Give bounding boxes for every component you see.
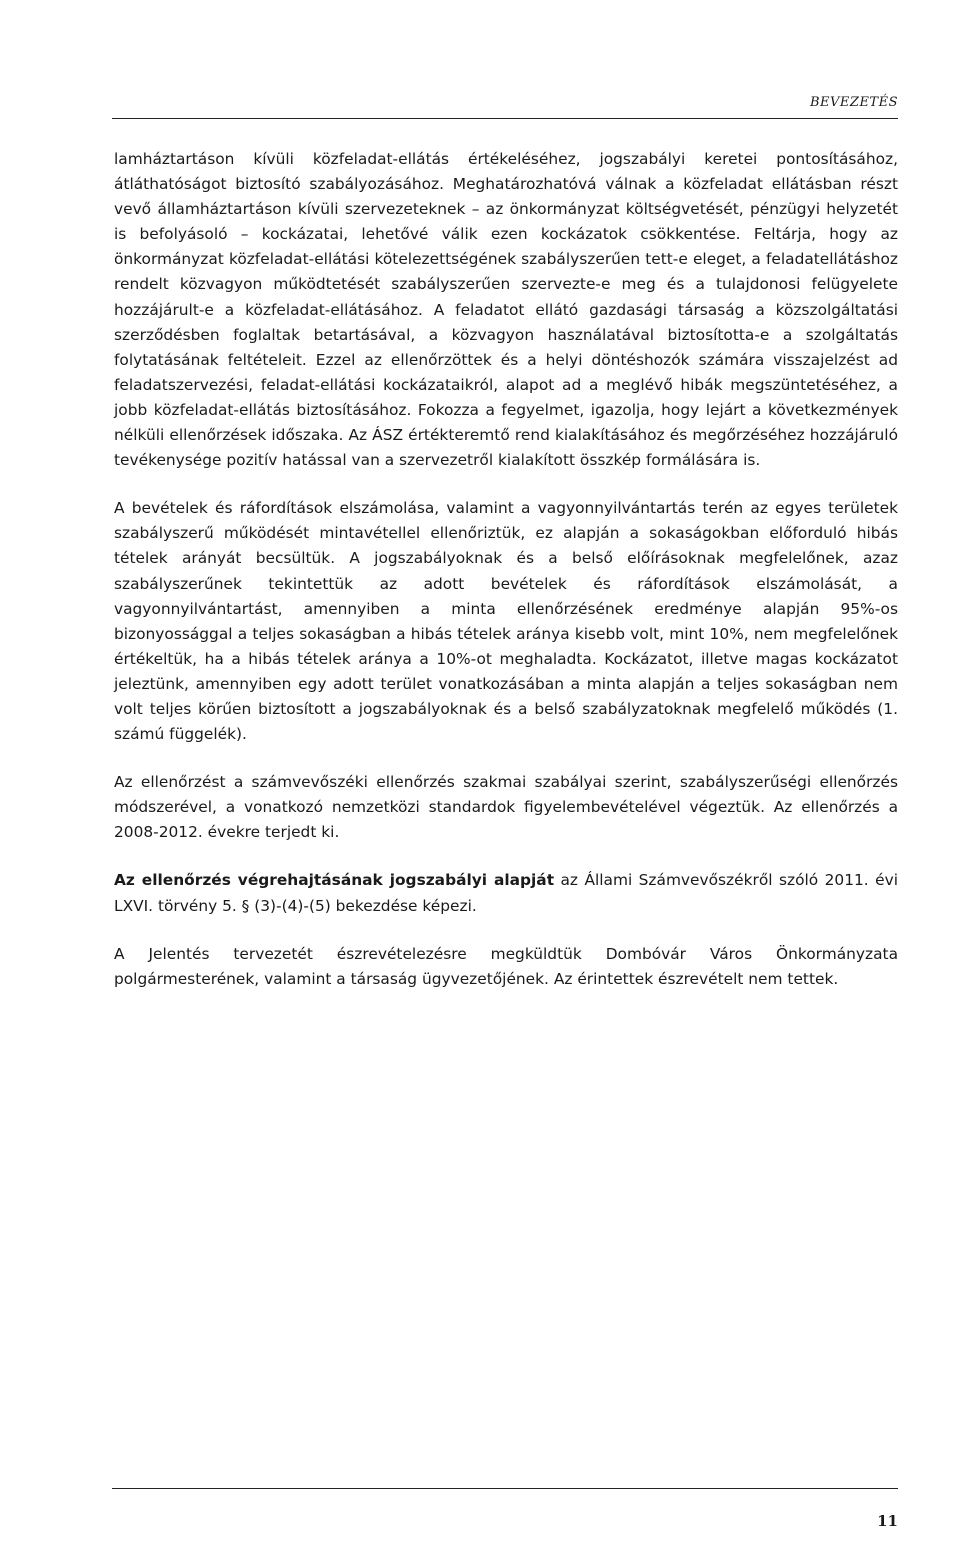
footer-divider: [112, 1488, 898, 1489]
document-body: [114, 147, 898, 1015]
paragraph-audit-purpose: lamháztartáson kívüli közfeladat-ellátás értékeléséhez, jogszabályi keretei pontosításához, átláthatóságot biztosító szabályozásához. Meghatározhatóvá válnak a közfeladat ellátásban részt vevő államháztartáson kívüli szervezeteknek – az önkormányzat költségvetését, pénzügyi helyzetét is befolyásoló – kockázatai, lehetővé válik ezen kockázatok csökkentése. Feltárja, hogy az önkormányzat közfeladat-ellátási kötelezettségének szabályszerűen tett-e eleget, a feladatellátáshoz rendelt közvagyon működtetését szabályszerűen szervezte-e meg és a tulajdonosi felügyelete hozzájárult-e a közfeladat-ellátásához. A feladatot ellátó gazdasági társaság a közszolgáltatási szerződésben foglaltak betartásával, a közvagyon használatával biztosította-e a szolgáltatás folytatásának feltételeit. Ezzel az ellenőrzöttek és a helyi döntéshozók számára visszajelzést ad feladatszervezési, feladat-ellátási kockázataikról, alapot ad a meglévő hibák megszüntetéséhez, a jobb közfeladat-ellátás biztosításához. Fokozza a fegyelmet, igazolja, hogy lejárt a következmények nélküli ellenőrzések időszaka. Az ÁSZ értékteremtő rend kialakításához és megőrzéséhez hozzájáruló tevékenysége pozitív hatással van a szervezetről kialakított összkép formálására is.: [114, 150, 898, 470]
header-divider: [112, 118, 898, 119]
legal-basis-text: az Állami Számvevőszékről szóló 2011. évi LXVI. törvény 5. § (3)-(4)-(5) bekezdése képezi.: [114, 871, 898, 915]
page-number: 11: [877, 1512, 898, 1530]
paragraph-audit-standards: Az ellenőrzést a számvevőszéki ellenőrzés szakmai szabályai szerint, szabályszerűségi ellenőrzés módszerével, a vonatkozó nemzetközi standardok figyelembevételével végeztük. Az ellenőrzés a 2008-2012. évekre terjedt ki.: [114, 773, 898, 842]
legal-basis-emphasis: Az ellenőrzés végrehajtásának jogszabályi alapját: [114, 871, 555, 890]
page-header: BEVEZETÉS: [809, 95, 898, 110]
paragraph-draft-review: A Jelentés tervezetét észrevételezésre megküldtük Dombóvár Város Önkormányzata polgármesterének, valamint a társaság ügyvezetőjének. Az érintettek észrevételt nem tettek.: [114, 944, 898, 988]
paragraph-sampling-method: A bevételek és ráfordítások elszámolása, valamint a vagyonnyilvántartás terén az egyes területek szabályszerű működését mintavétellel ellenőriztük, ez alapján a sokaságokban előforduló hibás tételek arányát becsültük. A jogszabályoknak és a belső előírásoknak megfelelőnek, azaz szabályszerűnek tekintettük az adott bevételek és ráfordítások elszámolását, a vagyonnyilvántartást, amennyiben a minta ellenőrzésének eredménye alapján 95%-os bizonyossággal a teljes sokaságban a hibás tételek aránya kisebb volt, mint 10%, nem megfelelőnek értékeltük, ha a hibás tételek aránya a 10%-ot meghaladta. Kockázatot, illetve magas kockázatot jeleztünk, amennyiben egy adott terület vonatkozásában a minta alapján a teljes sokaságban nem volt teljes körűen biztosított a jogszabályoknak és a belső szabályzatoknak megfelelő működés (1. számú függelék).: [114, 499, 898, 744]
paragraph-legal-basis: [114, 868, 898, 918]
